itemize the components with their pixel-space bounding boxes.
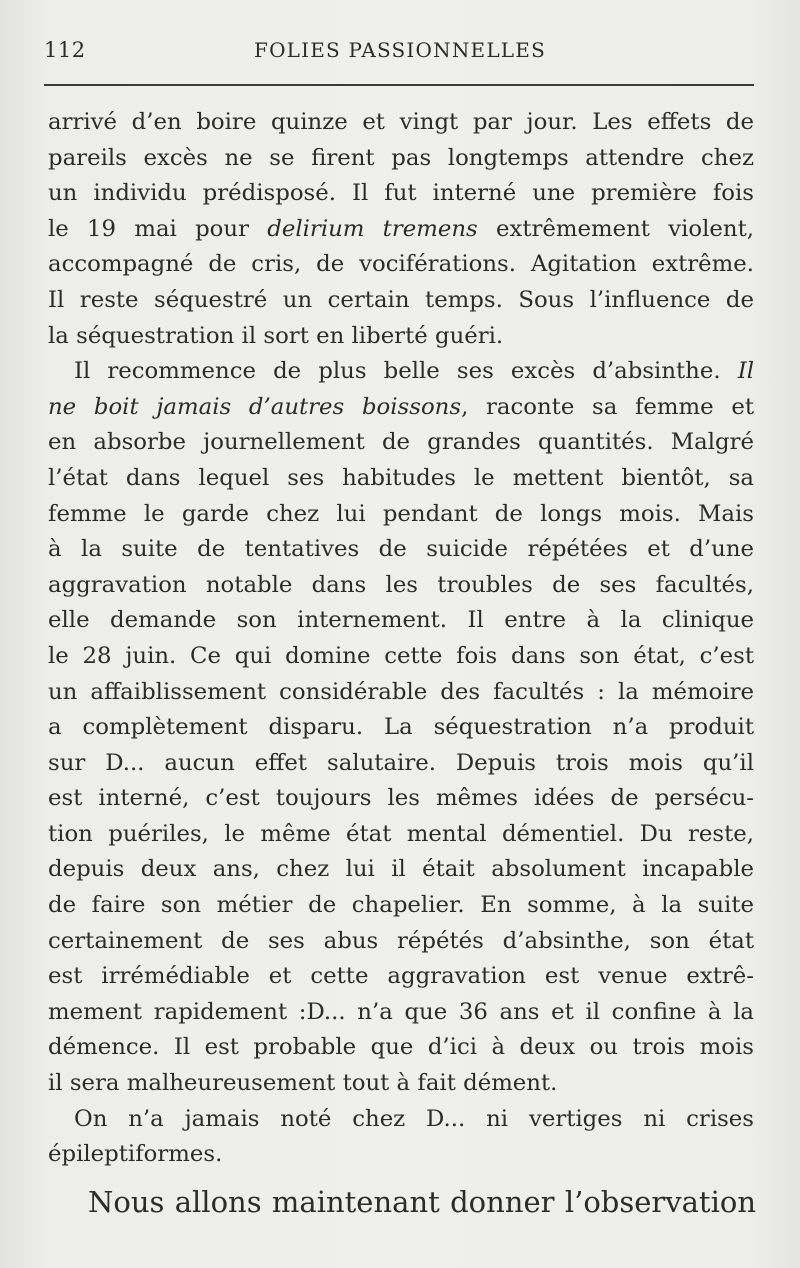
text-line: épileptiformes. (48, 1141, 223, 1168)
text-line: tion puériles, le même état mental démentiel. Du reste, (48, 820, 754, 847)
text-line: en absorbe journellement de grandes quantités. Malgré (48, 429, 754, 456)
text-line: aggravation notable dans les troubles de ses facultés, (48, 571, 754, 598)
text-line: sur D... aucun effet salutaire. Depuis trois mois qu’il (48, 749, 754, 776)
text-line: certainement de ses abus répétés d’absinthe, son état (48, 927, 754, 954)
text-line: depuis deux ans, chez lui il était absolument incapable (48, 856, 754, 883)
page-header (44, 38, 756, 68)
text-line: le 19 mai pour delirium tremens extrêmement violent, (48, 215, 754, 242)
italic-quote: Il (737, 358, 754, 385)
text-line: la séquestration il sort en liberté guéri. (48, 322, 504, 349)
text-line: de faire son métier de chapelier. En somme, à la suite (48, 892, 754, 919)
text-line: elle demande son internement. Il entre à la clinique (48, 607, 754, 634)
body-text (48, 105, 754, 1173)
text-line: démence. Il est probable que d’ici à deux ou trois mois (48, 1034, 754, 1061)
subsection-intro-line: Nous allons maintenant donner l’observation (88, 1185, 756, 1219)
text-line: l’état dans lequel ses habitudes le mettent bientôt, sa (48, 464, 754, 491)
text-line: Il reste séquestré un certain temps. Sous l’influence de (48, 286, 754, 313)
running-title: FOLIES PASSIONNELLES (254, 38, 546, 62)
text-line: à la suite de tentatives de suicide répétées et d’une (48, 536, 754, 563)
text-line: est irrémédiable et cette aggravation est venue extrê- (48, 963, 754, 990)
text-line: arrivé d’en boire quinze et vingt par jour. Les effets de (48, 109, 754, 135)
text-line: femme le garde chez lui pendant de longs mois. Mais (48, 500, 754, 527)
text-line: est interné, c’est toujours les mêmes idées de persécu- (48, 785, 754, 812)
text-line: le 28 juin. Ce qui domine cette fois dans son état, c’est (48, 642, 754, 669)
italic-term: delirium tremens (267, 215, 478, 242)
text-line: Il recommence de plus belle ses excès d’absinthe. Il (74, 358, 754, 385)
text-line: mement rapidement :D... n’a que 36 ans et il confine à la (48, 998, 754, 1025)
text-line: a complètement disparu. La séquestration n’a produit (48, 714, 754, 741)
text-line: un affaiblissement considérable des facultés : la mémoire (48, 678, 754, 705)
text-line: accompagné de cris, de vociférations. Agitation extrême. (48, 251, 754, 278)
italic-quote: ne boit jamais d’autres boissons (48, 393, 462, 420)
page-number: 112 (44, 38, 86, 62)
header-rule (44, 84, 754, 86)
text-line: un individu prédisposé. Il fut interné une première fois (48, 180, 754, 207)
text-line: On n’a jamais noté chez D... ni vertiges ni crises (74, 1105, 754, 1132)
text-line: il sera malheureusement tout à fait dément. (48, 1070, 558, 1097)
text-line: ne boit jamais d’autres boissons, raconte sa femme et (48, 393, 754, 420)
text-line: pareils excès ne se firent pas longtemps attendre chez (48, 144, 754, 171)
